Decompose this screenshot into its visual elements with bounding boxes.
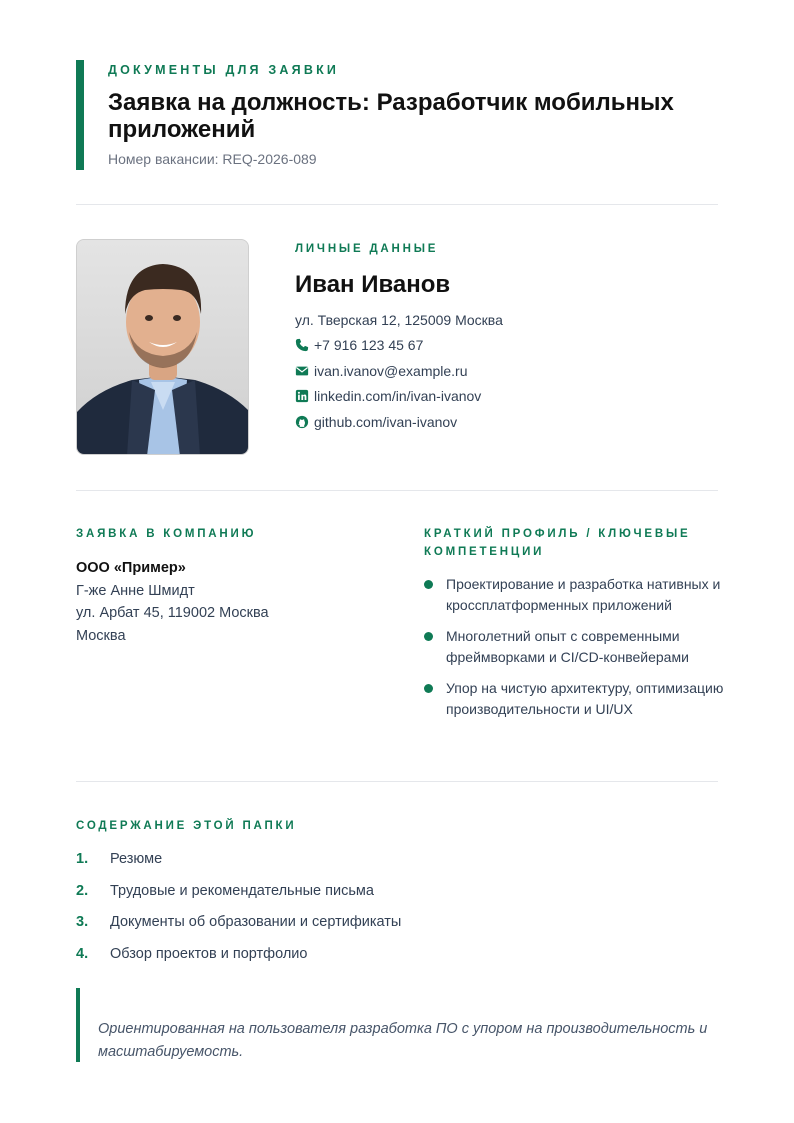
- list-item: Упор на чистую архитектуру, оптимизацию производительности и UI/UX: [424, 678, 724, 720]
- document-header: [76, 60, 696, 170]
- profile-photo: [76, 239, 249, 455]
- divider: [76, 781, 718, 782]
- contents-list: [76, 851, 716, 977]
- list-item: 1. Резюме: [76, 851, 163, 867]
- company-street: ул. Арбат 45, 119002 Москва: [76, 605, 269, 622]
- list-item: Многолетний опыт с современными фреймворками и CI/CD-конвейерами: [424, 626, 724, 668]
- divider: [76, 204, 718, 205]
- address-row: [295, 307, 715, 333]
- list-item: 2. Трудовые и рекомендательные письма: [76, 882, 374, 899]
- section-label-personal: ЛИЧНЫЕ ДАННЫЕ: [295, 243, 439, 255]
- person-portrait-icon: [77, 240, 249, 455]
- company-address: [76, 557, 396, 648]
- email-row[interactable]: [295, 358, 715, 384]
- list-item: 4. Обзор проектов и портфолио: [76, 945, 308, 962]
- page-title: Заявка на должность: Разработчик мобильных приложений: [108, 89, 674, 143]
- phone-text: +7 916 123 45 67: [314, 337, 424, 354]
- contact-list: [295, 307, 715, 435]
- personal-section: [295, 240, 715, 435]
- github-icon: [295, 415, 309, 429]
- closing-quote: Ориентированная на пользователя разработка ПО с упором на производительность и масштабируемость.: [76, 988, 718, 1062]
- list-item: 3. Документы об образовании и сертификаты: [76, 914, 402, 930]
- phone-icon: [295, 338, 309, 352]
- list-item: Проектирование и разработка нативных и кроссплатформенных приложений: [424, 574, 724, 616]
- mail-icon: [295, 364, 309, 378]
- company-section: [76, 525, 396, 648]
- company-city: Москва: [76, 628, 126, 645]
- address-text: ул. Тверская 12, 125009 Москва: [295, 311, 503, 328]
- bullet-dot-icon: [424, 632, 433, 641]
- folder-contents-section: [76, 817, 716, 977]
- header-kicker: ДОКУМЕНТЫ ДЛЯ ЗАЯВКИ: [108, 63, 340, 77]
- competency-list: [424, 574, 724, 720]
- company-contact: Г-же Анне Шмидт: [76, 582, 195, 599]
- section-label-profile: КРАТКИЙ ПРОФИЛЬ / КЛЮЧЕВЫЕ КОМПЕТЕНЦИИ: [424, 528, 691, 558]
- bullet-dot-icon: [424, 684, 433, 693]
- phone-row[interactable]: [295, 333, 715, 359]
- profile-section: [424, 525, 724, 730]
- applicant-name: Иван Иванов: [295, 271, 451, 298]
- github-text: github.com/ivan-ivanov: [314, 413, 458, 430]
- section-label-company: ЗАЯВКА В КОМПАНИЮ: [76, 528, 257, 540]
- bullet-dot-icon: [424, 580, 433, 589]
- divider: [76, 490, 718, 491]
- section-label-folder: СОДЕРЖАНИЕ ЭТОЙ ПАПКИ: [76, 820, 297, 832]
- linkedin-row[interactable]: [295, 384, 715, 410]
- email-text: ivan.ivanov@example.ru: [314, 362, 468, 379]
- linkedin-icon: [295, 389, 309, 403]
- linkedin-text: linkedin.com/in/ivan-ivanov: [314, 388, 482, 405]
- company-name: ООО «Пример»: [76, 560, 186, 576]
- github-row[interactable]: [295, 409, 715, 435]
- vacancy-number: Номер вакансии: REQ-2026-089: [108, 151, 317, 167]
